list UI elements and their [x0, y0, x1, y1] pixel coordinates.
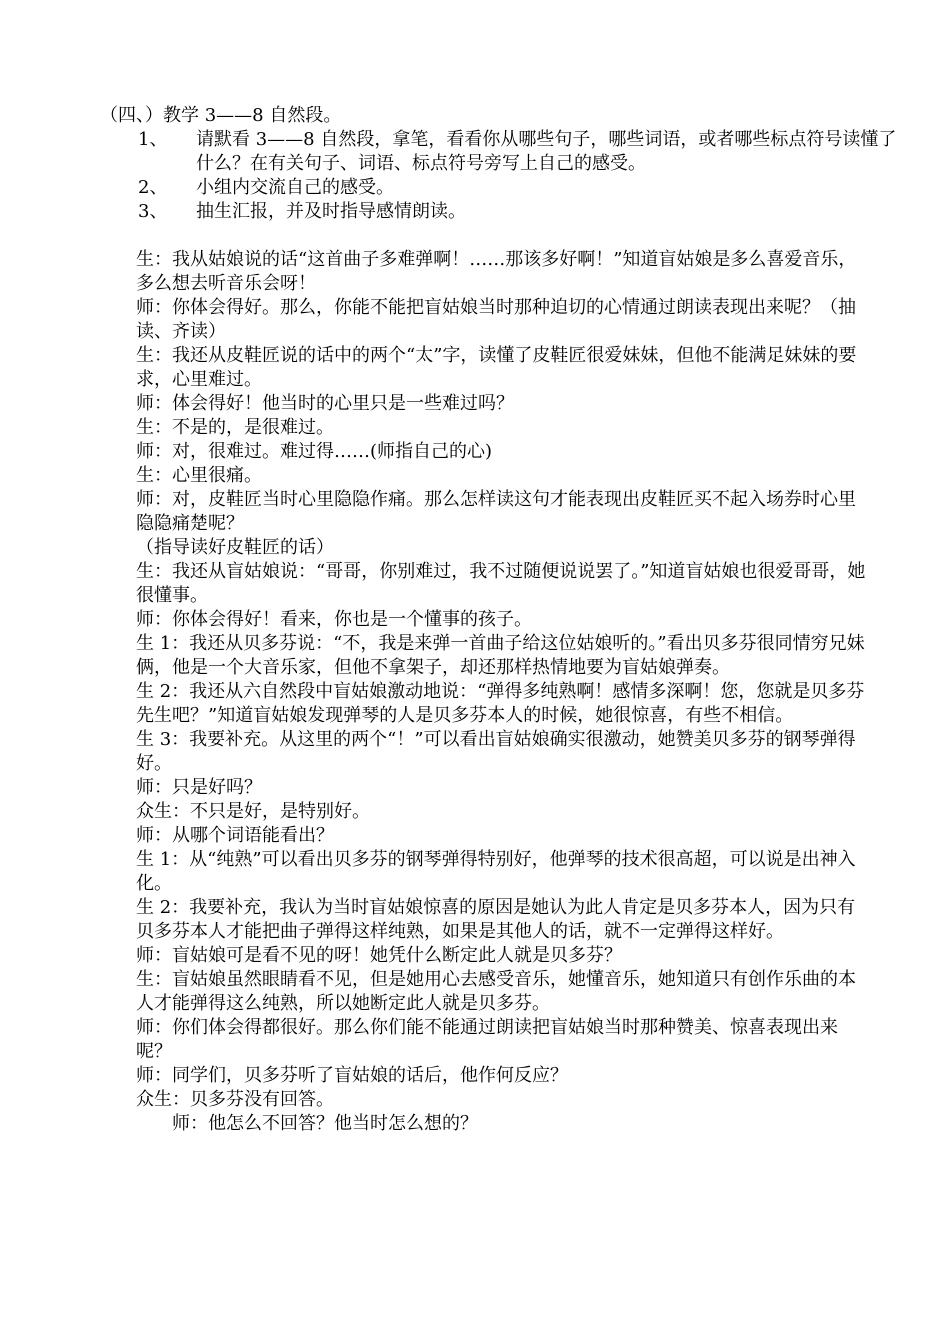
- dialog-line: 师：盲姑娘可是看不见的呀！她凭什么断定此人就是贝多芬？: [136, 945, 622, 966]
- dialog-line: 众生：贝多芬没有回答。: [136, 1089, 334, 1110]
- dialog-line: 生：我从姑娘说的话“这首曲子多难弹啊！……那该多好啊！”知道盲姑娘是多么喜爱音乐，多么想去听音乐会呀！: [136, 249, 857, 294]
- step-number: 2、: [138, 177, 168, 198]
- dialog-line: 生 1：我还从贝多芬说：“不，我是来弹一首曲子给这位姑娘听的。”看出贝多芬很同情穷兄妹俩，他是一个大音乐家，但他不拿架子，却还那样热情地要为盲姑娘弹奏。: [136, 633, 865, 678]
- dialog-line: 生：盲姑娘虽然眼睛看不见，但是她用心去感受音乐，她懂音乐，她知道只有创作乐曲的本人才能弹得这么纯熟，所以她断定此人就是贝多芬。: [136, 969, 856, 1014]
- dialog-line: 生 3：我要补充。从这里的两个“！”可以看出盲姑娘确实很激动，她赞美贝多芬的钢琴弹得好。: [136, 729, 856, 774]
- dialog-line: 众生：不只是好，是特别好。: [136, 801, 370, 822]
- dialog-line: 师：你们体会得都很好。那么你们能不能通过朗读把盲姑娘当时那种赞美、惊喜表现出来呢？: [136, 1017, 838, 1062]
- dialog-line: （指导读好皮鞋匠的话）: [136, 537, 334, 558]
- step-number: 1、: [138, 129, 168, 150]
- dialog-line: 生：我还从皮鞋匠说的话中的两个“太”字，读懂了皮鞋匠很爱妹妹，但他不能满足妹妹的要求，心里难过。: [136, 345, 857, 390]
- dialog-line: 师：你体会得好。那么，你能不能把盲姑娘当时那种迫切的心情通过朗读表现出来呢？（抽读、齐读）: [136, 297, 856, 342]
- step-text: 请默看 3——8 自然段，拿笔，看看你从哪些句子，哪些词语，或者哪些标点符号读懂了什么？在有关句子、词语、标点符号旁写上自己的感受。: [196, 129, 897, 174]
- dialog-line: 生：我还从盲姑娘说：“哥哥，你别难过，我不过随便说说罢了。”知道盲姑娘也很爱哥哥，她很懂事。: [136, 561, 866, 606]
- step-text: 抽生汇报，并及时指导感情朗读。: [196, 201, 466, 222]
- step-item: [138, 128, 898, 176]
- dialog-line: 师：同学们，贝多芬听了盲姑娘的话后，他作何反应？: [136, 1065, 568, 1086]
- dialog-line: 师：从哪个词语能看出？: [136, 825, 334, 846]
- step-item: [138, 176, 898, 200]
- dialog-line: 生：心里很痛。: [136, 465, 262, 486]
- dialog-line: 生 1：从“纯熟”可以看出贝多芬的钢琴弹得特别好，他弹琴的技术很高超，可以说是出神入化。: [136, 849, 856, 894]
- dialog-line: 师：你体会得好！看来，你也是一个懂事的孩子。: [136, 609, 532, 630]
- step-text: 小组内交流自己的感受。: [196, 177, 394, 198]
- step-list: [138, 128, 898, 224]
- dialog-line: 师：只是好吗？: [136, 777, 262, 798]
- section-heading: （四、）教学 3——8 自然段。: [100, 105, 342, 126]
- dialog-line: 生 2：我要补充，我认为当时盲姑娘惊喜的原因是她认为此人肯定是贝多芬本人，因为只有贝多芬本人才能把曲子弹得这样纯熟，如果是其他人的话，就不一定弹得这样好。: [136, 897, 856, 942]
- dialog-line: 生 2：我还从六自然段中盲姑娘激动地说：“弹得多纯熟啊！感情多深啊！您，您就是贝多芬先生吧？”知道盲姑娘发现弹琴的人是贝多芬本人的时候，她很惊喜，有些不相信。: [136, 681, 865, 726]
- classroom-dialog: [136, 248, 868, 1136]
- dialog-line: 师：体会得好！他当时的心里只是一些难过吗？: [136, 393, 514, 414]
- dialog-line: 师：他怎么不回答？他当时怎么想的？: [172, 1113, 478, 1134]
- dialog-line: 生：不是的，是很难过。: [136, 417, 334, 438]
- step-number: 3、: [138, 201, 168, 222]
- dialog-line: 师：对，皮鞋匠当时心里隐隐作痛。那么怎样读这句才能表现出皮鞋匠买不起入场券时心里隐隐痛楚呢？: [136, 489, 856, 534]
- step-item: [138, 200, 898, 224]
- dialog-line: 师：对，很难过。难过得……(师指自己的心): [136, 441, 493, 462]
